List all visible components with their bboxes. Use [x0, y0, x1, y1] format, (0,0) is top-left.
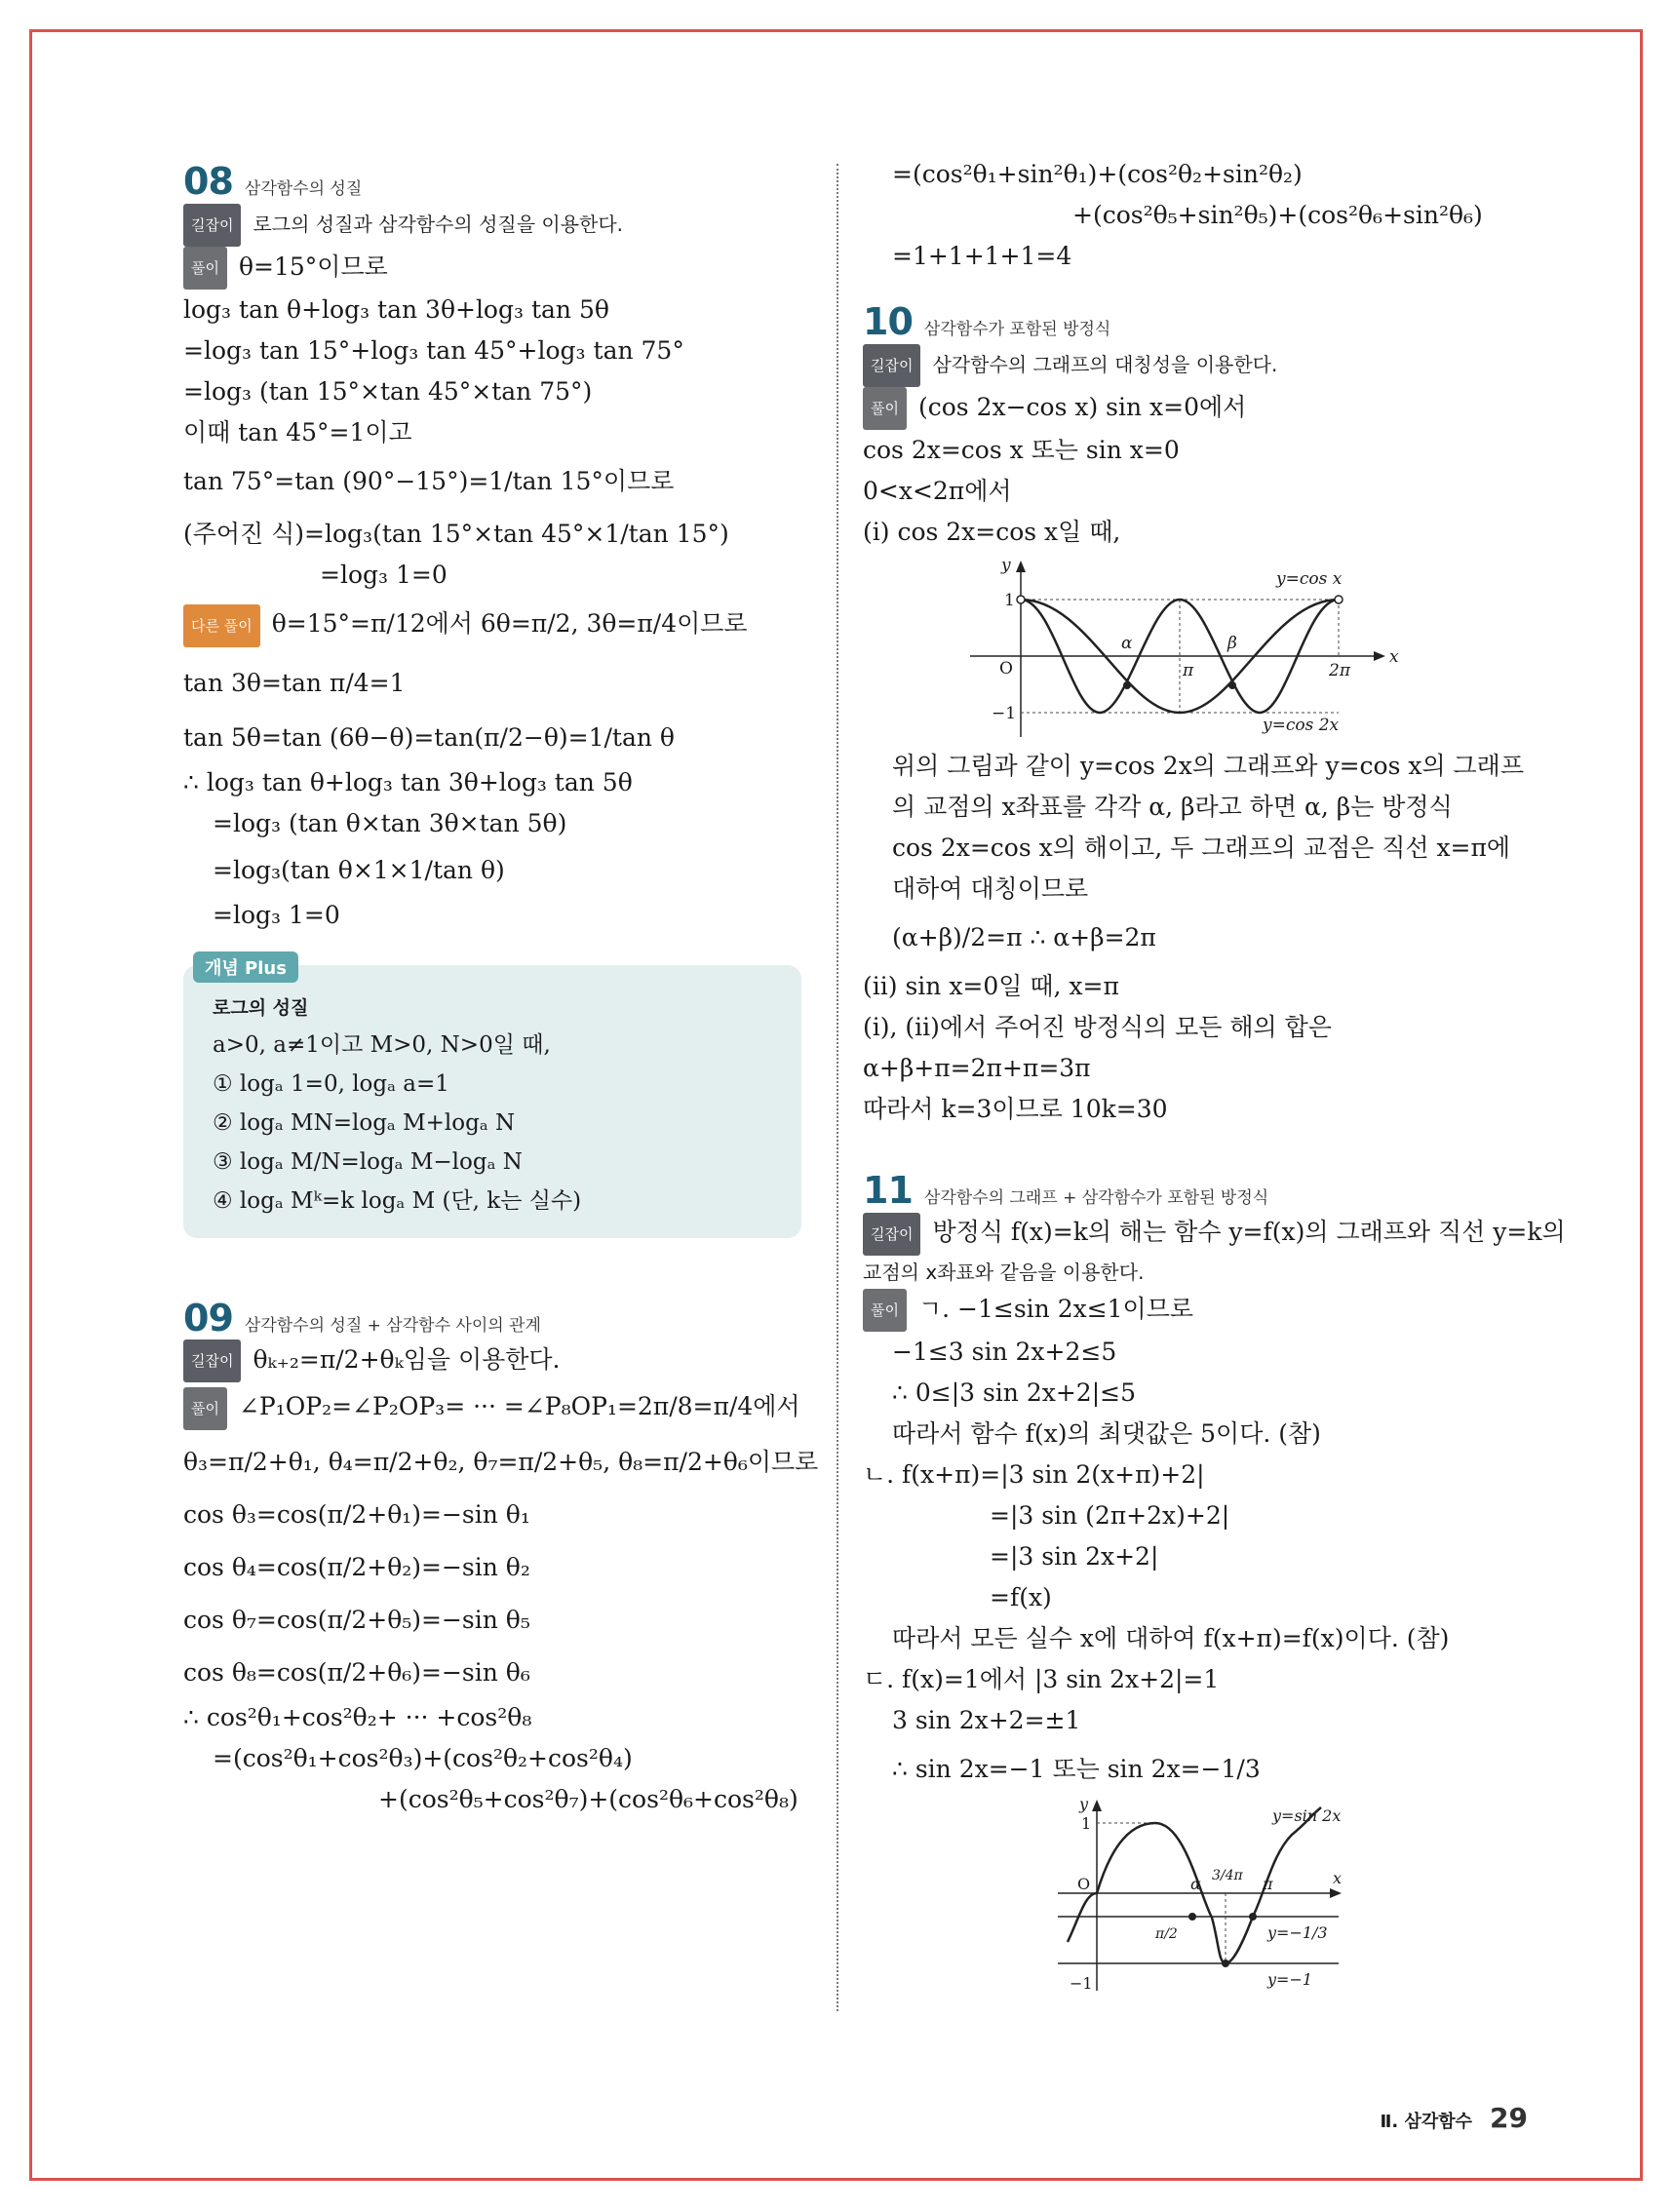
cos-x-label: y=cos x	[1276, 569, 1343, 589]
solution-line: α+β+π=2π+π=3π	[863, 1054, 1091, 1082]
solution-line: 대하여 대칭이므로	[892, 874, 1089, 903]
solution-line: 3 sin 2x+2=±1	[892, 1706, 1081, 1734]
open-point-end	[1335, 596, 1343, 603]
solution-line: cos 2x=cos x 또는 sin x=0	[863, 436, 1180, 464]
solution-line: ∴ log₃ tan θ+log₃ tan 3θ+log₃ tan 5θ	[183, 767, 633, 796]
key-tag: 길잡이	[183, 1339, 241, 1382]
sin-label: y=sin 2x	[1272, 1806, 1342, 1825]
solution-line: tan 5θ=tan (6θ−θ)=tan(π/2−θ)=1/tan θ	[183, 722, 675, 752]
problem-number: 11	[863, 1169, 913, 1212]
solution-line: θ=15°=π/12에서 6θ=π/2, 3θ=π/4이므로	[271, 609, 748, 638]
x-axis-label: x	[1389, 647, 1399, 667]
solution-line: −1≤3 sin 2x+2≤5	[892, 1338, 1117, 1366]
neg-one-line-label: y=−1	[1267, 1970, 1313, 1989]
solution-line: (cos 2x−cos x) sin x=0에서	[917, 392, 1247, 421]
solution-line: (α+β)/2=π ∴ α+β=2π	[892, 923, 1156, 951]
solution-line: 이때 tan 45°=1이고	[183, 418, 412, 446]
intersection-2	[1222, 1960, 1229, 1967]
solution-line: =(cos²θ₁+sin²θ₁)+(cos²θ₂+sin²θ₂)	[892, 160, 1303, 188]
pi-label: π	[1183, 661, 1194, 680]
left-column	[183, 156, 819, 1820]
problem-11-header	[863, 1169, 1506, 1212]
solution-line: ∠P₁OP₂=∠P₂OP₃= ··· =∠P₈OP₁=2π/8=π/4에서	[238, 1392, 800, 1420]
problem-title: 삼각함수의 성질	[244, 179, 363, 199]
beta-label: β	[1227, 634, 1237, 653]
solution-line: tan 3θ=tan π/4=1	[183, 668, 406, 697]
solution-line: 위의 그림과 같이 y=cos 2x의 그래프와 y=cos x의 그래프	[892, 752, 1524, 780]
key-tag: 길잡이	[863, 1213, 920, 1256]
concept-heading: 로그의 성질	[213, 996, 309, 1019]
open-point-start	[1017, 596, 1025, 603]
one-label: 1	[1004, 591, 1015, 610]
neg-one-label: −1	[1070, 1974, 1093, 1993]
solution-line: =(cos²θ₁+cos²θ₃)+(cos²θ₂+cos²θ₄)	[213, 1743, 633, 1772]
solution-line: =log₃ (tan θ×tan 3θ×tan 5θ)	[213, 808, 567, 837]
concept-line: ② logₐ MN=logₐ M+logₐ N	[213, 1109, 516, 1136]
concept-line: ① logₐ 1=0, logₐ a=1	[213, 1070, 449, 1097]
solution-tag: 풀이	[183, 1387, 227, 1430]
solution-line: tan 75°=tan (90°−15°)=1/tan 15°이므로	[183, 467, 675, 495]
problem-title: 삼각함수의 성질 + 삼각함수 사이의 관계	[244, 1315, 541, 1336]
origin-label: O	[1077, 1875, 1091, 1893]
problem-10-header	[863, 300, 1506, 343]
solution-line: θ₃=π/2+θ₁, θ₄=π/2+θ₂, θ₇=π/2+θ₅, θ₈=π/2+θ₆이므로	[183, 1447, 819, 1476]
solution-line: =log₃ 1=0	[320, 561, 448, 589]
problem-number: 09	[183, 1296, 233, 1339]
solution-line: 의 교점의 x좌표를 각각 α, β라고 하면 α, β는 방정식	[892, 793, 1453, 821]
cos-graph	[863, 557, 1487, 742]
neg-third-label: y=−1/3	[1267, 1923, 1328, 1942]
problem-number: 08	[183, 160, 233, 203]
solution-line: cos θ₃=cos(π/2+θ₁)=−sin θ₁	[183, 1499, 530, 1529]
key-text: 삼각함수의 그래프의 대칭성을 이용한다.	[932, 353, 1278, 376]
intersection-1	[1188, 1913, 1196, 1921]
problem-title: 삼각함수의 그래프 + 삼각함수가 포함된 방정식	[923, 1188, 1269, 1208]
problem-09-header	[183, 1297, 807, 1339]
concept-line: ③ logₐ M/N=logₐ M−logₐ N	[213, 1148, 523, 1175]
x-arrow	[1374, 651, 1385, 661]
solution-line: (ⅱ) sin x=0일 때, x=π	[863, 972, 1119, 1000]
solution-line: +(cos²θ₅+cos²θ₇)+(cos²θ₆+cos²θ₈)	[378, 1784, 798, 1813]
neg-one-label: −1	[992, 704, 1017, 723]
key-text: θₖ₊₂=π/2+θₖ임을 이용한다.	[253, 1344, 561, 1374]
solution-line: ㄴ. f(x+π)=|3 sin 2(x+π)+2|	[863, 1460, 1205, 1489]
solution-line: ∴ sin 2x=−1 또는 sin 2x=−1/3	[892, 1755, 1261, 1783]
sin-graph	[863, 1796, 1487, 2000]
intersection-3	[1249, 1913, 1257, 1921]
alpha-label: α	[1121, 634, 1133, 653]
solution-line: ㄱ. −1≤sin 2x≤1이므로	[917, 1294, 1194, 1323]
solution-line: ∴ 0≤|3 sin 2x+2|≤5	[892, 1378, 1136, 1407]
page-footer	[1381, 2102, 1528, 2134]
key-text: 교점의 x좌표와 같음을 이용한다.	[863, 1260, 1145, 1284]
solution-line: log₃ tan θ+log₃ tan 3θ+log₃ tan 5θ	[183, 295, 609, 324]
solution-tag: 풀이	[863, 387, 907, 430]
problem-title: 삼각함수가 포함된 방정식	[923, 320, 1111, 339]
right-column	[863, 156, 1566, 2004]
cos-2x-label: y=cos 2x	[1263, 716, 1340, 735]
solution-line: =log₃ tan 15°+log₃ tan 45°+log₃ tan 75°	[183, 336, 684, 365]
problem-number: 10	[863, 300, 913, 343]
solution-line: =1+1+1+1=4	[892, 242, 1072, 270]
intersection-beta	[1228, 681, 1236, 689]
y-arrow	[1092, 1800, 1102, 1811]
solution-line: =log₃ (tan 15°×tan 45°×tan 75°)	[183, 377, 593, 406]
solution-line: =f(x)	[990, 1583, 1052, 1611]
key-text: 로그의 성질과 삼각함수의 성질을 이용한다.	[253, 213, 624, 236]
solution-line: cos θ₄=cos(π/2+θ₂)=−sin θ₂	[183, 1552, 530, 1581]
solution-line: (ⅰ), (ⅱ)에서 주어진 방정식의 모든 해의 합은	[863, 1013, 1332, 1041]
solution-line: cos θ₇=cos(π/2+θ₅)=−sin θ₅	[183, 1605, 530, 1634]
x-arrow	[1330, 1888, 1342, 1898]
concept-line: ④ logₐ Mᵏ=k logₐ M (단, k는 실수)	[213, 1187, 582, 1214]
problem-08-header	[183, 160, 807, 203]
solution-line: cos 2x=cos x의 해이고, 두 그래프의 교점은 직선 x=π에	[892, 834, 1511, 862]
section-label: Ⅱ. 삼각함수	[1380, 2112, 1473, 2132]
key-tag: 길잡이	[863, 344, 920, 387]
two-pi-label: 2π	[1329, 661, 1350, 680]
key-tag: 길잡이	[183, 204, 241, 247]
page-number: 29	[1490, 2102, 1528, 2134]
origin-label: O	[999, 659, 1013, 679]
solution-line: =log₃ 1=0	[213, 900, 340, 929]
y-axis-label: y	[1001, 557, 1011, 575]
solution-line: cos θ₈=cos(π/2+θ₆)=−sin θ₆	[183, 1657, 530, 1687]
x-axis-label: x	[1333, 1869, 1343, 1887]
solution-line: θ=15°이므로	[238, 252, 388, 281]
pi-label: π	[1263, 1875, 1273, 1893]
solution-line: 따라서 모든 실수 x에 대하여 f(x+π)=f(x)이다. (참)	[892, 1624, 1450, 1652]
solution-line: =|3 sin (2π+2x)+2|	[990, 1501, 1230, 1530]
key-text: 방정식 f(x)=k의 해는 함수 y=f(x)의 그래프와 직선 y=k의	[932, 1218, 1566, 1246]
concept-line: a>0, a≠1이고 M>0, N>0일 때,	[213, 1031, 551, 1058]
solution-line: 0<x<2π에서	[863, 477, 1012, 505]
solution-line: 따라서 k=3이므로 10k=30	[863, 1095, 1168, 1123]
solution-line: 따라서 함수 f(x)의 최댓값은 5이다. (참)	[892, 1419, 1321, 1448]
alt-solution-tag: 다른 풀이	[183, 604, 260, 647]
solution-tag: 풀이	[183, 247, 227, 290]
three-quarter-pi-label: 3/4π	[1212, 1868, 1243, 1883]
column-divider	[837, 164, 838, 2011]
solution-line: ∴ cos²θ₁+cos²θ₂+ ··· +cos²θ₈	[183, 1702, 532, 1731]
solution-line: =log₃(tan θ×1×1/tan θ)	[213, 855, 505, 884]
y-arrow	[1016, 561, 1026, 572]
solution-line: +(cos²θ₅+sin²θ₅)+(cos²θ₆+sin²θ₆)	[1072, 201, 1483, 229]
half-pi-label: π/2	[1155, 1926, 1178, 1942]
concept-plus-tab: 개념 Plus	[193, 951, 298, 983]
solution-line: ㄷ. f(x)=1에서 |3 sin 2x+2|=1	[863, 1665, 1220, 1693]
solution-line: (ⅰ) cos 2x=cos x일 때,	[863, 518, 1121, 546]
solution-line: =|3 sin 2x+2|	[990, 1542, 1159, 1571]
solution-tag: 풀이	[863, 1289, 907, 1332]
solution-line: (주어진 식)=log₃(tan 15°×tan 45°×1/tan 15°)	[183, 520, 729, 548]
intersection-alpha	[1123, 681, 1131, 689]
y-axis-label: y	[1079, 1796, 1089, 1813]
concept-plus-box	[183, 957, 801, 1238]
one-label: 1	[1081, 1814, 1092, 1833]
alpha-label: α	[1190, 1875, 1201, 1893]
